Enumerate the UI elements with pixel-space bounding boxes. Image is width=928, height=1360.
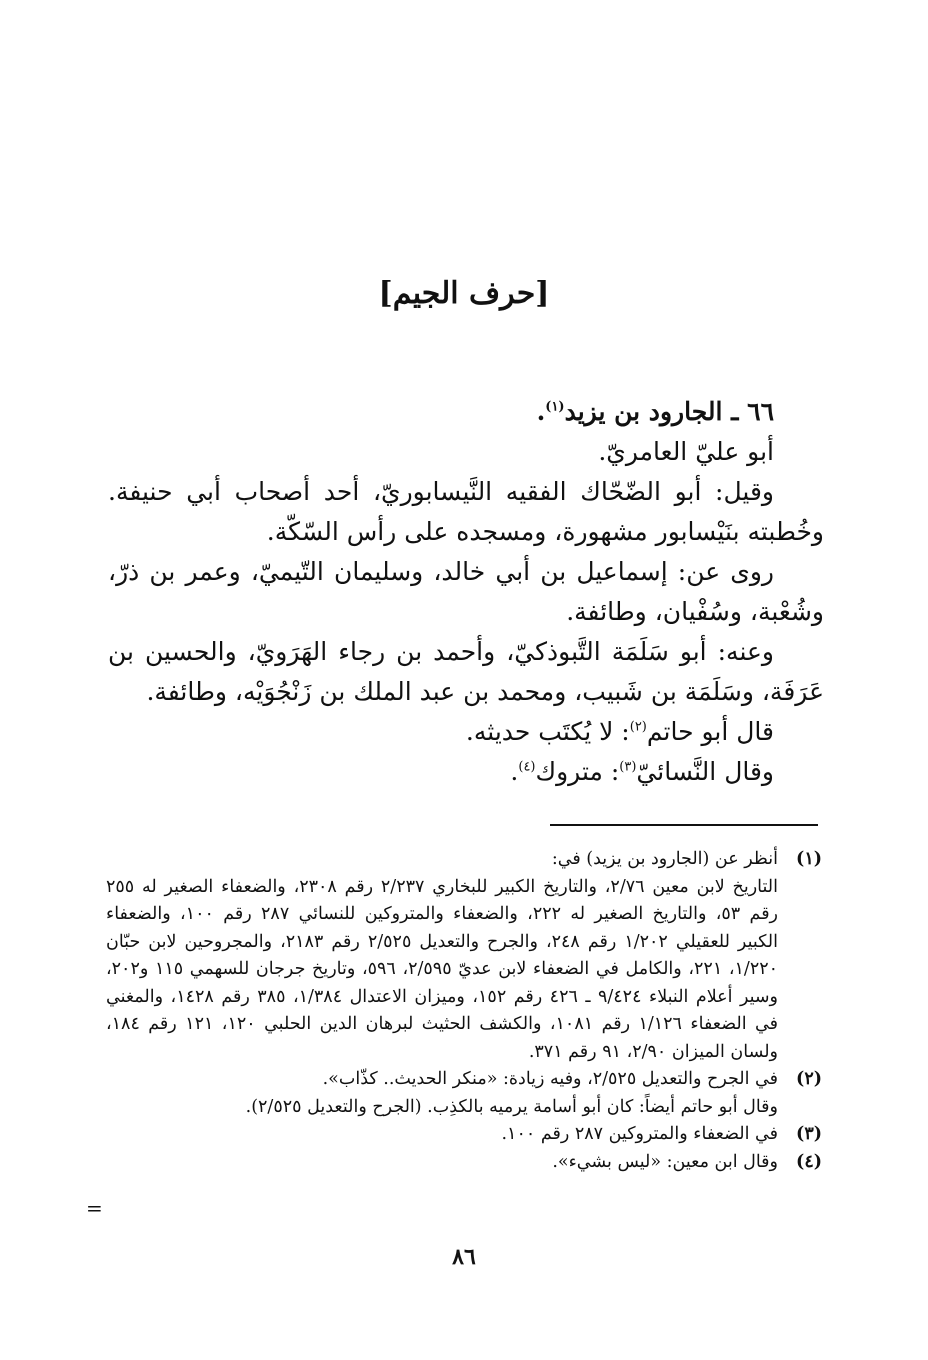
chapter-title: [حرف الجيم] <box>378 276 550 311</box>
footnote-line: التاريخ لابن معين ٢/٧٦، والتاريخ الكبير للبخاري ٢/٢٣٧ رقم ٢٣٠٨، والضعفاء الصغير له ٢٥٥ رقم ٥٣، والتاريخ الصغير له ٢٢٢، والضعفاء والمتروكين للنسائي ٢٨٧ رقم ١٠٠، والضعفاء الكبير للعقيلي ١/٢٠٢ رقم ٢٤٨، والجرح والتعديل ٢/٥٢٥ رقم ٢١٨٣، والمجروحين لابن حبّان ١/٢٢٠، ٢٢١، والكامل في الضعفاء لابن عديّ ٢/٥٩٥، ٥٩٦، وتاريخ جرجان للسهمي ١١٥ و٢٠٢، وسير أعلام النبلاء ٩/٤٢٤ ـ ٤٢٦ رقم ١٥٢، وميزان الاعتدال ١/٣٨٤، ٣٨٥ رقم ١٤٢٨، والمغني في الضعفاء ١/١٢٦ رقم ١٠٨١، والكشف الحثيث لبرهان الدين الحلبي ١٢٠، ١٢١ رقم ١٨٤، ولسان الميزان ٢/٩٠، ٩١ رقم ٣٧١. <box>106 876 779 1062</box>
footnote-ref-4[interactable]: (٤) <box>518 759 536 775</box>
entry-nasai-quote <box>108 752 824 792</box>
abu-hatim-statement: : لا يُكتَب حديثه. <box>465 717 630 746</box>
nasai-text: وقال النَّسائيّ <box>636 757 774 786</box>
footnote-ref-1[interactable]: (١) <box>545 399 565 415</box>
footnote-line: أنظر عن (الجارود بن يزيد) في: <box>551 849 778 869</box>
footnote-4 <box>106 1149 822 1177</box>
footnote-line: في الضعفاء والمتروكين ٢٨٧ رقم ١٠٠. <box>501 1124 778 1144</box>
nasai-end: . <box>510 757 519 786</box>
footnote-ref-2[interactable]: (٢) <box>629 719 647 735</box>
footnote-body <box>106 846 778 1066</box>
footnote-body <box>106 1121 778 1149</box>
entry-heading <box>108 392 824 432</box>
footnote-body <box>106 1066 778 1121</box>
entry-heading-text: ٦٦ ـ الجارود بن يزيد <box>564 397 774 426</box>
footnote-number: (٢) <box>796 1069 822 1089</box>
abu-hatim-text: قال أبو حاتم <box>646 717 774 746</box>
footnote-ref-3[interactable]: (٣) <box>619 759 637 775</box>
footnote-line: في الجرح والتعديل ٢/٥٢٥، وفيه زيادة: «منكر الحديث.. كذّاب». <box>322 1069 778 1089</box>
entry-narrated-from: روى عن: إسماعيل بن أبي خالد، وسليمان التّيميّ، وعمر بن ذرّ، وشُعْبة، وسُفْيان، وطائفة. <box>108 557 824 626</box>
footnote-1 <box>106 846 822 1066</box>
entry-body <box>108 392 824 792</box>
footnote-line: وقال ابن معين: «ليس بشيء». <box>552 1151 778 1172</box>
entry-heading-end: . <box>536 397 546 426</box>
entry-alternate-kunya: وقيل: أبو الضّحّاك الفقيه النَّيسابوريّ، أحد أصحاب أبي حنيفة. وخُطبته بنَيْسابور مشهورة، ومسجده على رأس السّكّة. <box>108 477 824 546</box>
footnote-number: (١) <box>796 849 822 869</box>
footnote-divider <box>550 824 818 826</box>
footnote-line: وقال أبو حاتم أيضاً: كان أبو أسامة يرميه بالكذِب. (الجرح والتعديل ٢/٥٢٥). <box>245 1096 778 1117</box>
footnote-3 <box>106 1121 822 1149</box>
footnotes <box>106 846 822 1176</box>
footnote-body <box>106 1149 778 1177</box>
footnote-number: (٤) <box>796 1151 822 1172</box>
entry-kunya: أبو عليّ العامريّ. <box>598 437 774 466</box>
footnote-number: (٣) <box>796 1124 822 1144</box>
footnote-2 <box>106 1066 822 1121</box>
nasai-statement: : متروك <box>535 757 620 786</box>
entry-narrators-from-him: وعنه: أبو سَلَمَة التَّبوذكيّ، وأحمد بن رجاء الهَرَويّ، والحسين بن عَرَفَة، وسَلَمَة بن شَبيب، ومحمد بن عبد الملك بن زَنْجُوَيْه، وطائفة. <box>108 637 824 706</box>
entry-abu-hatim-quote <box>108 712 824 752</box>
page-number: ٨٦ <box>452 1244 476 1270</box>
continuation-mark: = <box>86 1196 103 1220</box>
